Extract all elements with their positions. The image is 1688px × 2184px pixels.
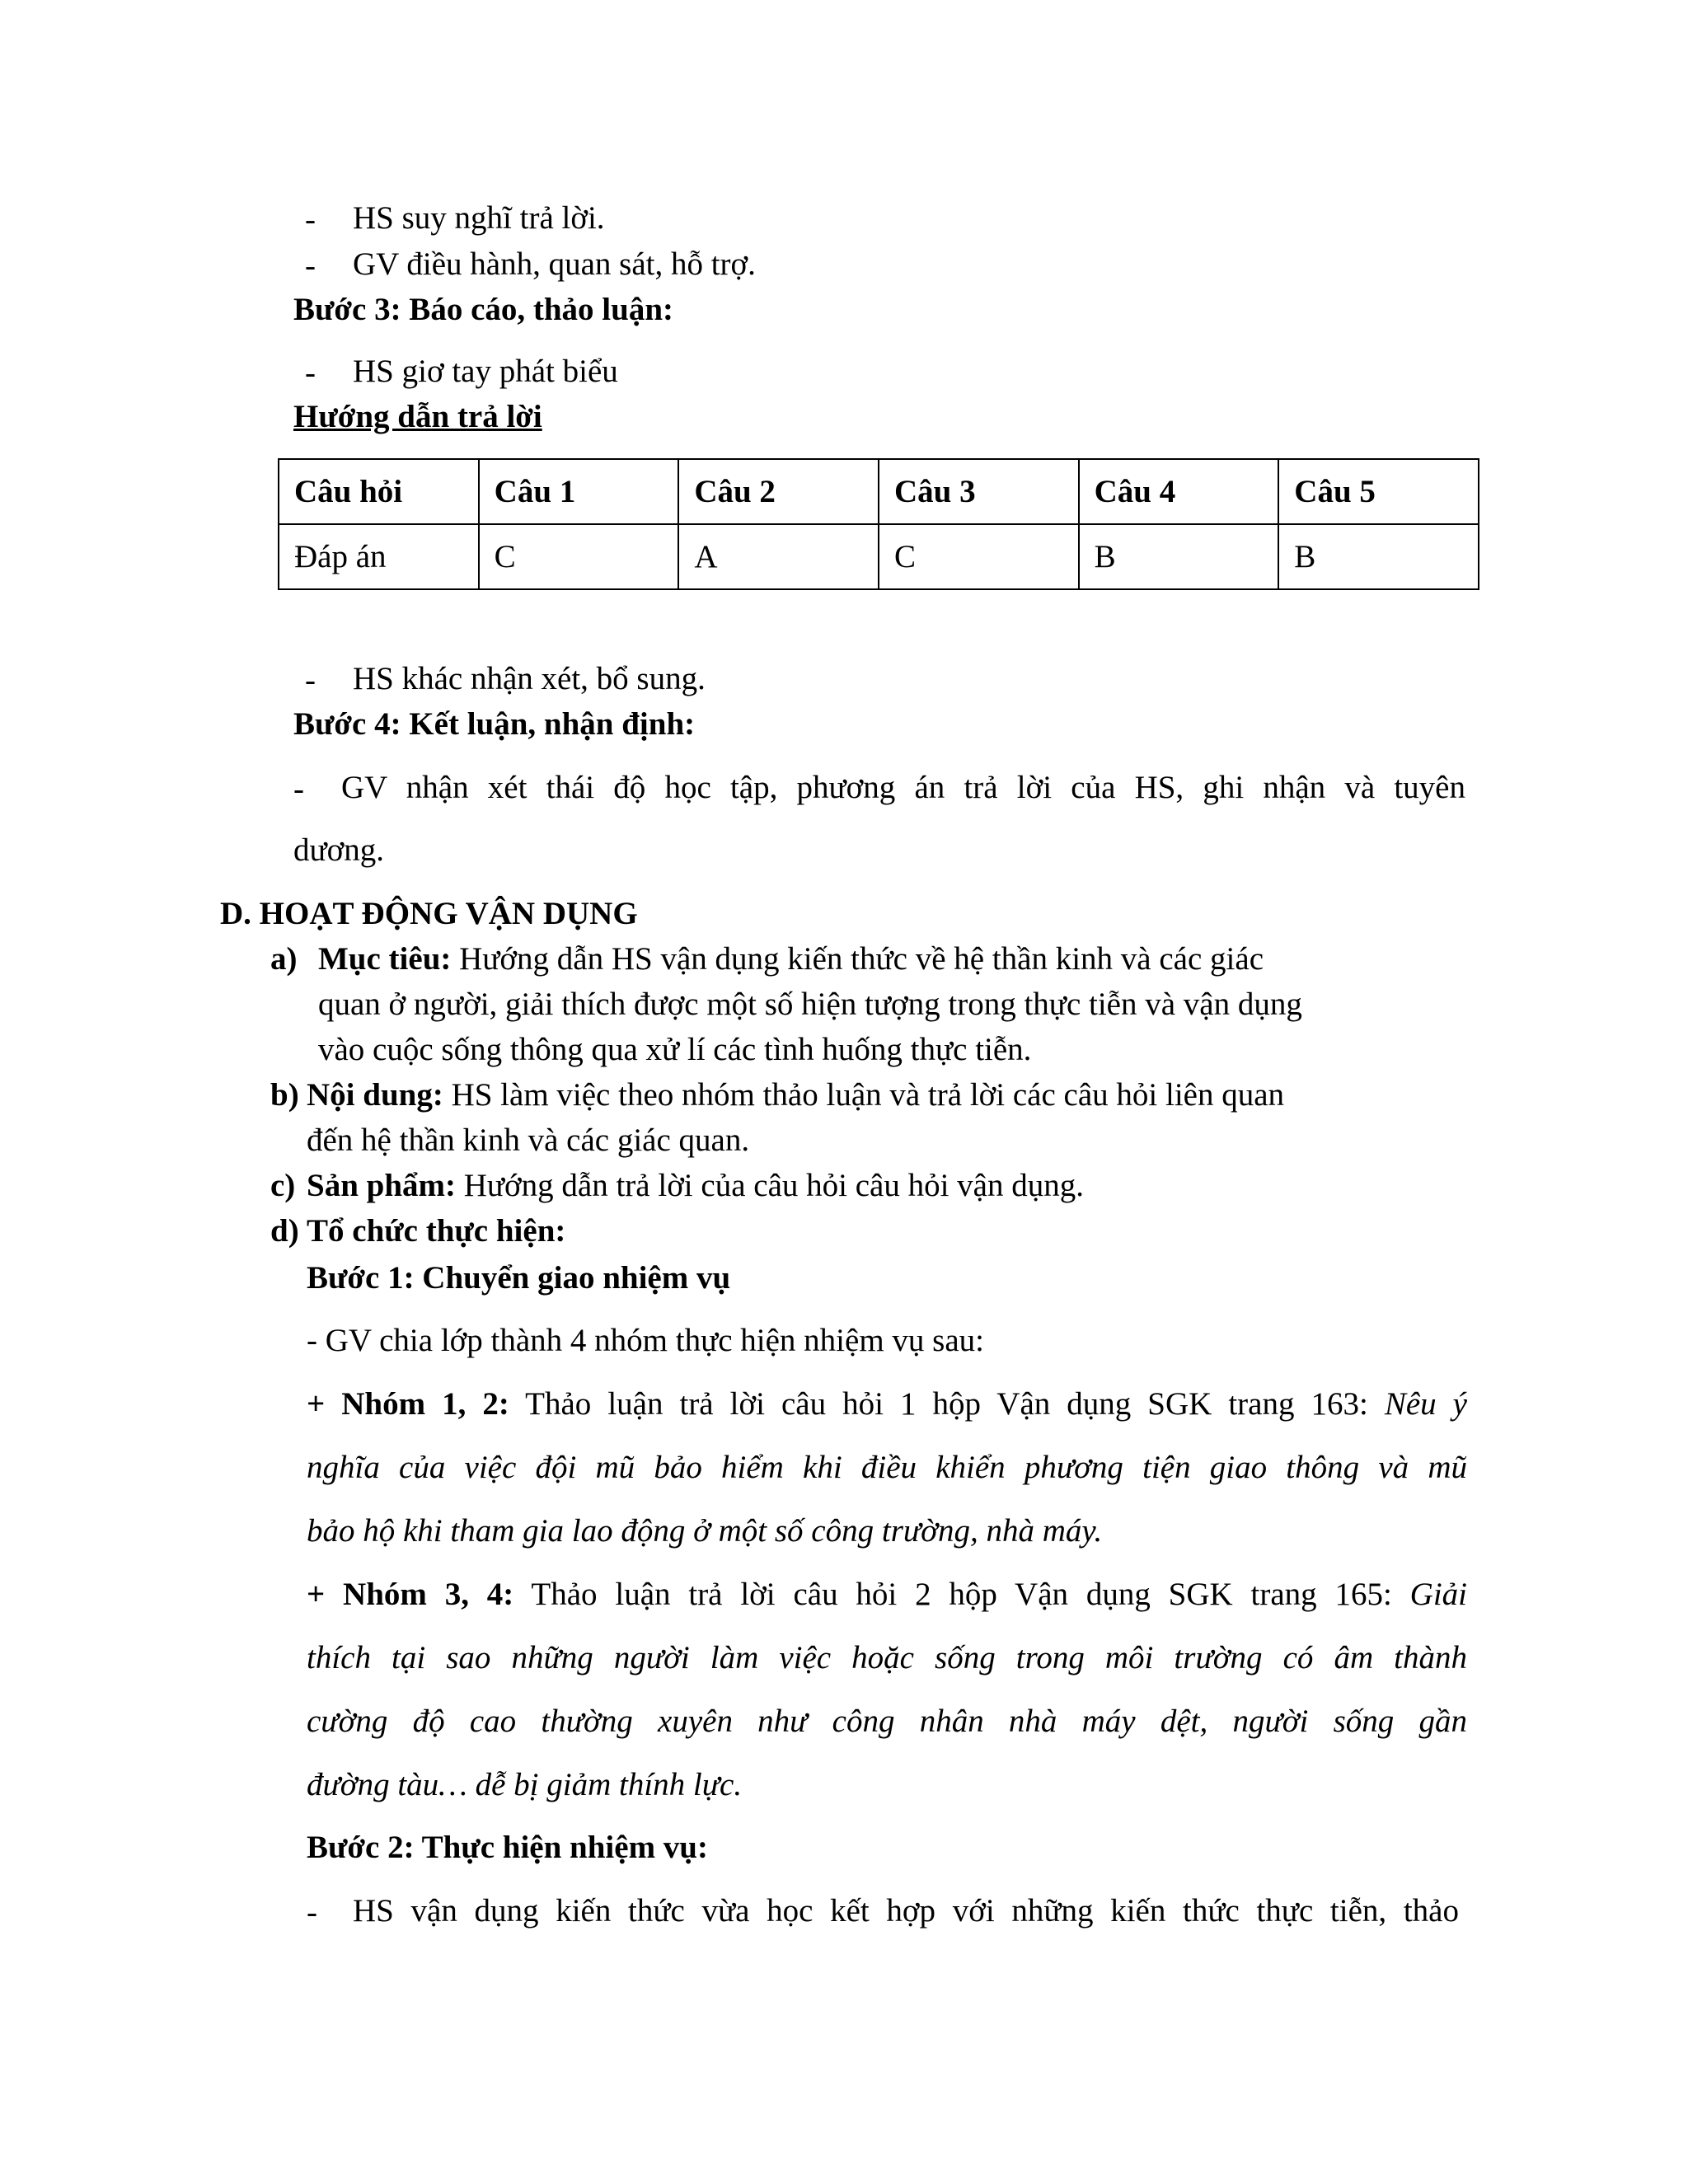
- d-step2-heading: Bước 2: Thực hiện nhiệm vụ:: [307, 1830, 708, 1865]
- group12-line2: nghĩa của việc đội mũ bảo hiểm khi điều khiển phương tiện giao thông và mũ: [307, 1450, 1467, 1485]
- table-cell: C: [479, 524, 679, 589]
- group34-line1: [307, 1577, 1467, 1613]
- table-header-cell: Câu 5: [1278, 459, 1479, 524]
- table-cell: Đáp án: [279, 524, 479, 589]
- group12-line3: bảo hộ khi tham gia lao động ở một số công trường, nhà máy.: [307, 1513, 1103, 1549]
- item-d-label: Tổ chức thực hiện:: [307, 1213, 566, 1249]
- item-d-marker: d): [270, 1213, 299, 1249]
- table-header-cell: Câu 3: [879, 459, 1079, 524]
- list-item: HS giơ tay phát biểu: [353, 354, 618, 389]
- d-step1-intro: - GV chia lớp thành 4 nhóm thực hiện nhiệm vụ sau:: [307, 1323, 984, 1358]
- answer-table: [278, 458, 1479, 590]
- group34-question-start: Giải: [1409, 1577, 1467, 1612]
- item-a-marker: a): [270, 941, 298, 977]
- step4-item-line1: GV nhận xét thái độ học tập, phương án trả lời của HS, ghi nhận và tuyên: [341, 770, 1465, 805]
- group12-line1: [307, 1387, 1467, 1422]
- item-a-label: Mục tiêu:: [318, 941, 452, 977]
- section-d-heading: D. HOẠT ĐỘNG VẬN DỤNG: [220, 896, 638, 931]
- group34-line3: cường độ cao thường xuyên như công nhân nhà máy dệt, người sống gần: [307, 1704, 1467, 1739]
- table-cell: C: [879, 524, 1079, 589]
- item-c-line1: [307, 1169, 1084, 1204]
- step4-item-line2: dương.: [293, 832, 385, 868]
- group12-question-start: Nêu ý: [1384, 1386, 1467, 1422]
- guide-heading: Hướng dẫn trả lời: [293, 399, 542, 434]
- item-b-line1: [307, 1078, 1284, 1113]
- list-item: GV điều hành, quan sát, hỗ trợ.: [353, 246, 756, 282]
- item-c-label: Sản phẩm:: [307, 1168, 456, 1203]
- item-a-line1: [318, 942, 1264, 977]
- item-a-line2: quan ở người, giải thích được một số hiện tượng trong thực tiễn và vận dụng: [318, 987, 1302, 1022]
- item-c-marker: c): [270, 1168, 296, 1203]
- table-header-cell: Câu 2: [678, 459, 879, 524]
- item-b-label: Nội dung:: [307, 1077, 443, 1113]
- group12-label: + Nhóm 1, 2:: [307, 1386, 509, 1422]
- item-a-line3: vào cuộc sống thông qua xử lí các tình huống thực tiễn.: [318, 1032, 1032, 1067]
- step3-heading: Bước 3: Báo cáo, thảo luận:: [293, 292, 674, 327]
- list-dash: -: [305, 355, 316, 391]
- group34-line4: đường tàu… dễ bị giảm thính lực.: [307, 1767, 743, 1802]
- table-cell: A: [678, 524, 879, 589]
- group34-line2: thích tại sao những người làm việc hoặc sống trong môi trường có âm thành: [307, 1640, 1467, 1675]
- list-item: HS khác nhận xét, bổ sung.: [353, 661, 706, 696]
- item-b-line2: đến hệ thần kinh và các giác quan.: [307, 1122, 750, 1158]
- table-row: [279, 524, 1479, 589]
- list-dash: -: [307, 1895, 317, 1930]
- item-b-text: HS làm việc theo nhóm thảo luận và trả lời các câu hỏi liên quan: [443, 1077, 1285, 1113]
- list-dash: -: [305, 663, 316, 698]
- table-header-row: [279, 459, 1479, 524]
- list-dash: -: [305, 248, 316, 284]
- d-step1-heading: Bước 1: Chuyển giao nhiệm vụ: [307, 1260, 731, 1296]
- table-header-cell: Câu hỏi: [279, 459, 479, 524]
- list-dash: -: [305, 202, 316, 237]
- table-header-cell: Câu 1: [479, 459, 679, 524]
- group34-text: Thảo luận trả lời câu hỏi 2 hộp Vận dụng SGK trang 165:: [513, 1577, 1410, 1612]
- list-item: HS suy nghĩ trả lời.: [353, 200, 605, 236]
- group12-text: Thảo luận trả lời câu hỏi 1 hộp Vận dụng SGK trang 163:: [509, 1386, 1385, 1422]
- table-header-cell: Câu 4: [1079, 459, 1279, 524]
- list-dash: -: [293, 771, 304, 807]
- item-c-text: Hướng dẫn trả lời của câu hỏi câu hỏi vận dụng.: [455, 1168, 1084, 1203]
- d-step2-item: HS vận dụng kiến thức vừa học kết hợp với những kiến thức thực tiễn, thảo: [353, 1893, 1459, 1929]
- item-b-marker: b): [270, 1077, 299, 1113]
- table-cell: B: [1079, 524, 1279, 589]
- item-a-text: Hướng dẫn HS vận dụng kiến thức về hệ thần kinh và các giác: [451, 941, 1264, 977]
- table-cell: B: [1278, 524, 1479, 589]
- step4-heading: Bước 4: Kết luận, nhận định:: [293, 706, 696, 742]
- group34-label: + Nhóm 3, 4:: [307, 1577, 514, 1612]
